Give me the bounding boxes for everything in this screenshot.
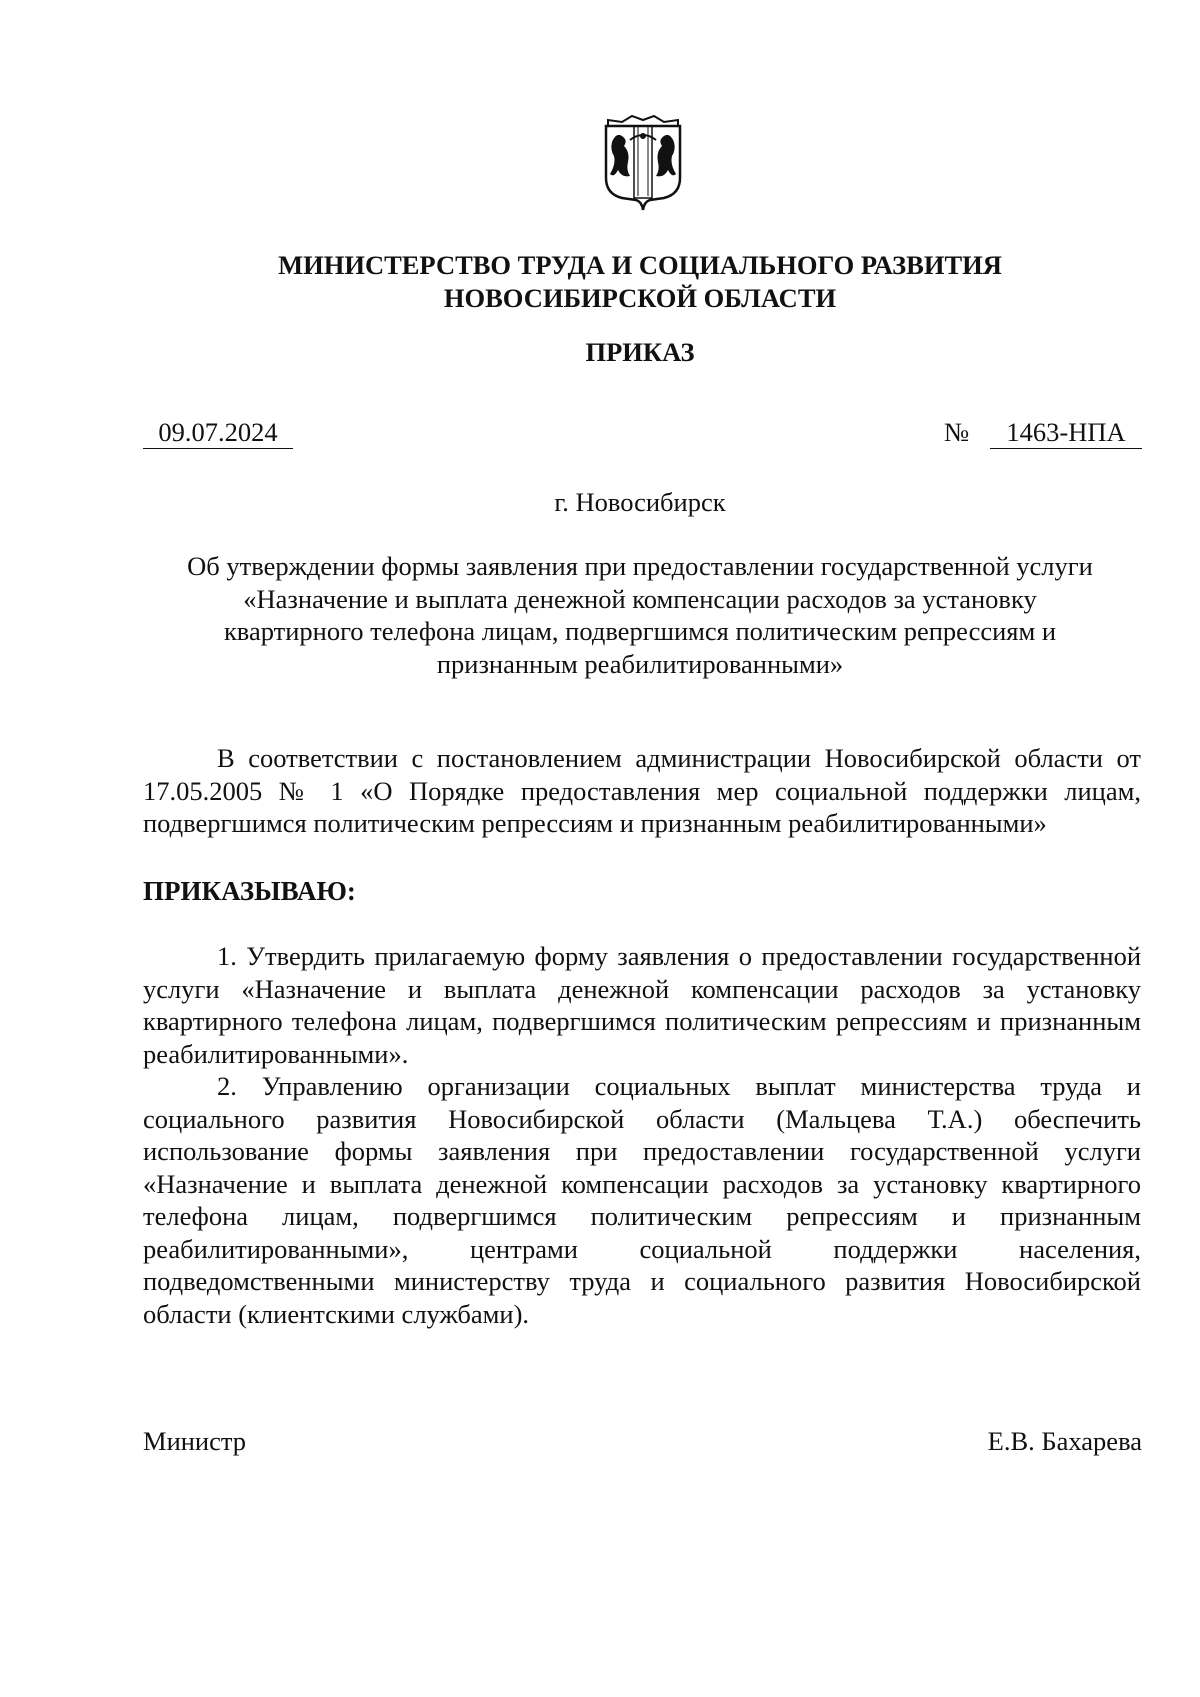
order-number-label: № <box>944 417 970 447</box>
legal-basis-paragraph: В соответствии с постановлением администрации Новосибирской области от 17.05.2005 № 1 «О Порядке предоставления мер социальной поддержки лицам, подвергшимся политическим репрессиям и признанным реабилитированными» <box>143 743 1141 838</box>
ministry-name-line1: МИНИСТЕРСТВО ТРУДА И СОЦИАЛЬНОГО РАЗВИТИЯ <box>278 250 1002 280</box>
order-date: 09.07.2024 <box>143 416 293 449</box>
order-subject <box>150 550 1130 680</box>
order-item-1: 1. Утвердить прилагаемую форму заявления о предоставлении государственной услуги «Назначение и выплата денежной компенсации расходов за установку квартирного телефона лицам, подвергшимся политическим репрессиям и признанным реабилитированными». <box>143 941 1141 1069</box>
order-number: 1463-НПА <box>990 416 1142 449</box>
ministry-name <box>140 249 1140 315</box>
signatory-name: Е.В. Бахарева <box>987 1426 1142 1456</box>
order-word: ПРИКАЗЫВАЮ: <box>143 876 356 906</box>
subject-line: «Назначение и выплата денежной компенсации расходов за установку <box>243 583 1037 614</box>
novosibirsk-coat-of-arms-icon <box>600 112 686 216</box>
subject-line: квартирного телефона лицам, подвергшимся политическим репрессиям и <box>223 616 1057 646</box>
document-type: ПРИКАЗ <box>585 337 695 367</box>
subject-line: Об утверждении формы заявления при предоставлении государственной услуги <box>187 551 1093 581</box>
ministry-name-line2: НОВОСИБИРСКОЙ ОБЛАСТИ <box>443 283 837 313</box>
subject-line: признанным реабилитированными» <box>436 648 844 679</box>
signatory-position: Министр <box>143 1426 247 1456</box>
order-city: г. Новосибирск <box>554 487 726 517</box>
order-item-2: 2. Управлению организации социальных выплат министерства труда и социального развития Новосибирской области (Мальцева Т.А.) обеспечить использование формы заявления при предоставлении государственной услуги «Назначение и выплата денежной компенсации расходов за установку квартирного телефона лицам, подвергшимся политическим репрессиям и признанным реабилитированными», центрами социальной поддержки населения, подведомственными министерству труда и социального развития Новосибирской области (клиентскими службами). <box>143 1071 1141 1329</box>
